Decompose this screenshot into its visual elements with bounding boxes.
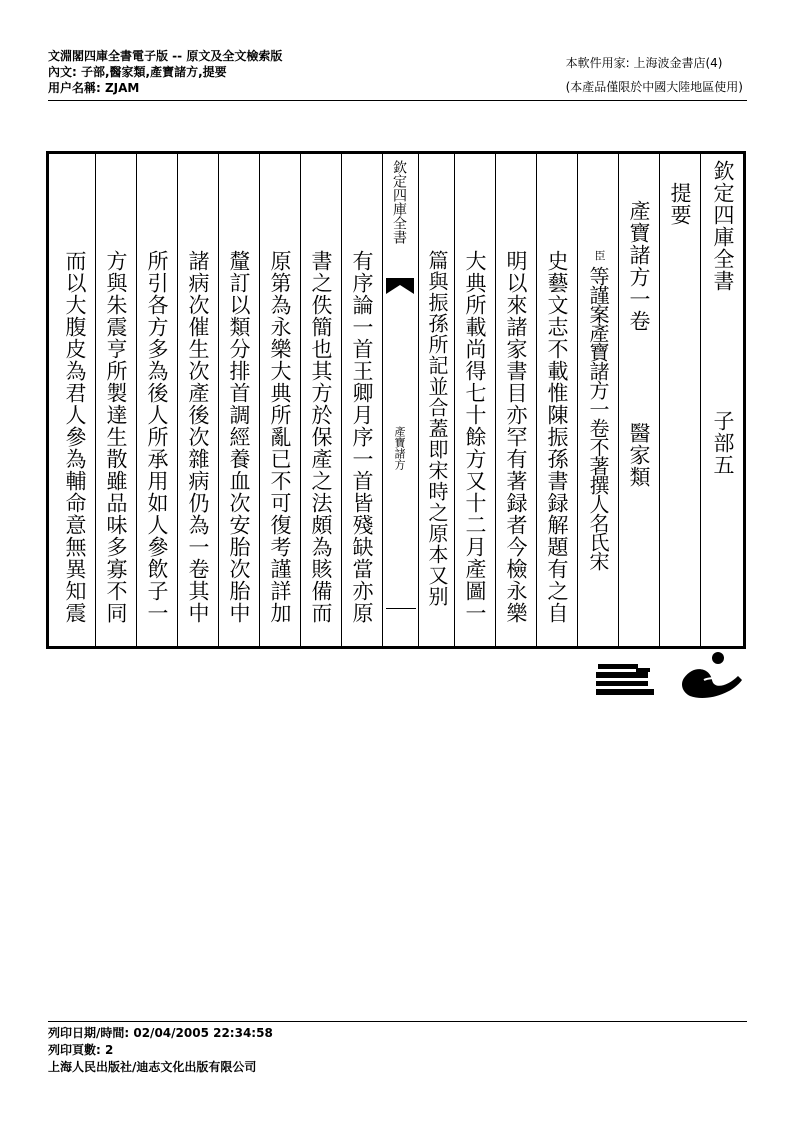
publisher-credit: 上海人民出版社/迪志文化出版有限公司 <box>48 1060 257 1074</box>
text-line: 而以大腹皮為君人參為輔命意無異知震 <box>63 250 87 624</box>
text-column <box>136 154 177 646</box>
text-column <box>577 154 618 646</box>
text-line: 原第為永樂大典所亂已不可復考謹詳加 <box>268 250 292 624</box>
minister-mark: 臣 <box>593 250 606 262</box>
header-left <box>48 48 282 96</box>
text-column <box>95 154 136 646</box>
text-line: 篇與振孫所記並合蓋即宋時之原本又别 <box>425 250 449 607</box>
column-rule <box>618 154 619 646</box>
header-edition: 文淵閣四庫全書電子版 -- 原文及全文檢索版 <box>48 49 283 63</box>
header-license-note: (本產品僅限於中國大陸地區使用) <box>565 80 743 94</box>
book-title: 產寶諸方一卷 <box>627 200 651 332</box>
text-line: 有序論一首王卿月序一首皆殘缺當亦原 <box>350 250 374 624</box>
header-username: 用户名稱: ZJAM <box>48 81 140 95</box>
column-rule <box>700 154 701 646</box>
seal-mark-left <box>596 660 658 696</box>
text-line: 等謹案產寶諸方一卷不著撰人名氏宋 <box>586 266 610 570</box>
text-column <box>54 154 95 646</box>
book-title-column <box>618 154 659 646</box>
fold-title: 欽定四庫全書 <box>391 160 407 244</box>
text-column <box>300 154 341 646</box>
column-rule <box>300 154 301 646</box>
tiyao-column <box>659 154 700 646</box>
seal-mark-right <box>676 650 746 706</box>
text-line: 明以來諸家書目亦罕有著録者今檢永樂 <box>504 250 528 624</box>
column-rule <box>259 154 260 646</box>
text-column <box>218 154 259 646</box>
text-line: 書之佚簡也其方於保產之法頗為賅備而 <box>309 250 333 624</box>
column-rule <box>577 154 578 646</box>
text-column <box>177 154 218 646</box>
collection-title: 欽定四庫全書 <box>711 160 735 292</box>
header-right <box>566 51 743 99</box>
column-rule <box>95 154 96 646</box>
section-label: 子部五 <box>711 410 735 476</box>
footer <box>48 1025 273 1076</box>
column-rule <box>218 154 219 646</box>
column-rule <box>177 154 178 646</box>
fold-subtitle: 產寶諸方 <box>393 426 406 470</box>
fold-rule <box>386 608 416 609</box>
text-line: 所引各方多為後人所承用如人參飲子一 <box>145 250 169 624</box>
print-datetime: 列印日期/時間: 02/04/2005 22:34:58 <box>48 1026 273 1040</box>
title-column <box>701 154 743 646</box>
text-line: 釐訂以類分排首調經養血次安胎次胎中 <box>227 250 251 624</box>
text-line: 史藝文志不載惟陳振孫書録解題有之自 <box>545 250 569 624</box>
text-column <box>418 154 454 646</box>
fold-rule-left <box>382 154 383 646</box>
fishtail-mark <box>386 278 414 294</box>
fold-center <box>382 154 418 646</box>
column-rule <box>536 154 537 646</box>
text-column <box>341 154 382 646</box>
text-column <box>259 154 300 646</box>
text-line: 諸病次催生次產後次雜病仍為一卷其中 <box>186 250 210 624</box>
text-column <box>536 154 577 646</box>
header-rule <box>48 100 747 101</box>
text-line: 方與朱震亨所製達生散雖品味多寡不同 <box>104 250 128 624</box>
column-rule <box>659 154 660 646</box>
header-licensee: 本軟件用家: 上海波金書店(4) <box>565 56 723 70</box>
print-page-count: 列印頁數: 2 <box>48 1043 114 1057</box>
book-category: 醫家類 <box>627 422 651 488</box>
header-content-path: 內文: 子部,醫家類,產寶諸方,提要 <box>48 65 227 79</box>
column-rule <box>495 154 496 646</box>
footer-rule <box>48 1021 747 1022</box>
column-rule <box>454 154 455 646</box>
text-line: 大典所載尚得七十餘方又十二月產圖一 <box>463 250 487 624</box>
text-column <box>454 154 495 646</box>
column-rule <box>341 154 342 646</box>
text-column <box>495 154 536 646</box>
fold-rule-right <box>418 154 419 646</box>
column-rule <box>136 154 137 646</box>
scanned-page-frame <box>46 151 746 649</box>
tiyao-label: 提要 <box>668 182 692 226</box>
